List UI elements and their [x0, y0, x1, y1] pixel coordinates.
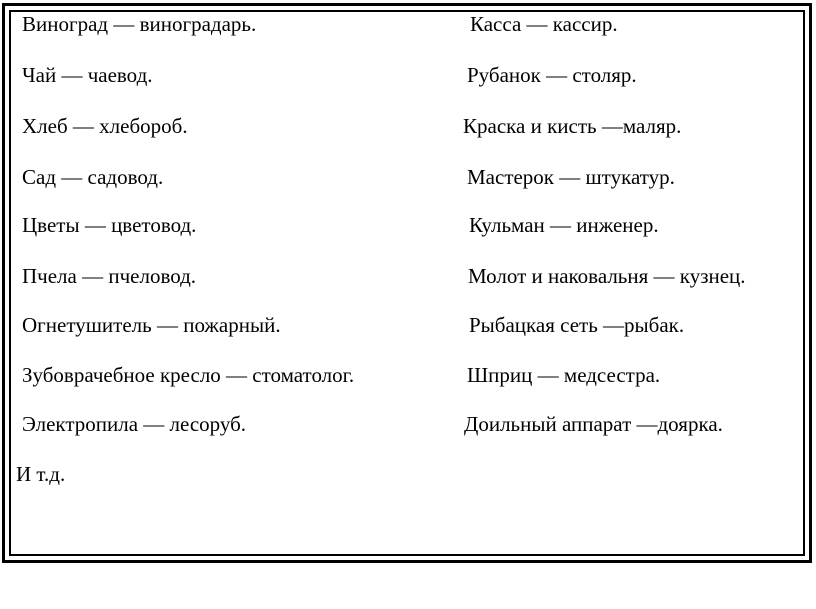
right-line-5: Кульман — инженер.: [469, 213, 659, 237]
left-line-1: Виноград — виноградарь.: [22, 12, 257, 36]
right-line-4: Мастерок — штукатур.: [467, 165, 675, 189]
left-line-3: Хлеб — хлебороб.: [22, 114, 188, 138]
right-line-2: Рубанок — столяр.: [467, 63, 637, 87]
right-line-8: Шприц — медсестра.: [467, 363, 661, 387]
left-line-4: Сад — садовод.: [22, 165, 164, 189]
left-line-7: Огнетушитель — пожарный.: [22, 313, 281, 337]
left-line-2: Чай — чаевод.: [22, 63, 153, 87]
right-line-9: Доильный аппарат —доярка.: [464, 412, 723, 436]
right-line-1: Касса — кассир.: [470, 12, 618, 36]
right-line-7: Рыбацкая сеть —рыбак.: [469, 313, 685, 337]
right-line-3: Краска и кисть —маляр.: [463, 114, 682, 138]
footer-etc: И т.д.: [16, 462, 66, 486]
left-line-9: Электропила — лесоруб.: [22, 412, 247, 436]
right-line-6: Молот и наковальня — кузнец.: [468, 264, 746, 288]
left-line-8: Зубоврачебное кресло — стоматолог.: [22, 363, 355, 387]
left-line-6: Пчела — пчеловод.: [22, 264, 197, 288]
left-line-5: Цветы — цветовод.: [22, 213, 197, 237]
